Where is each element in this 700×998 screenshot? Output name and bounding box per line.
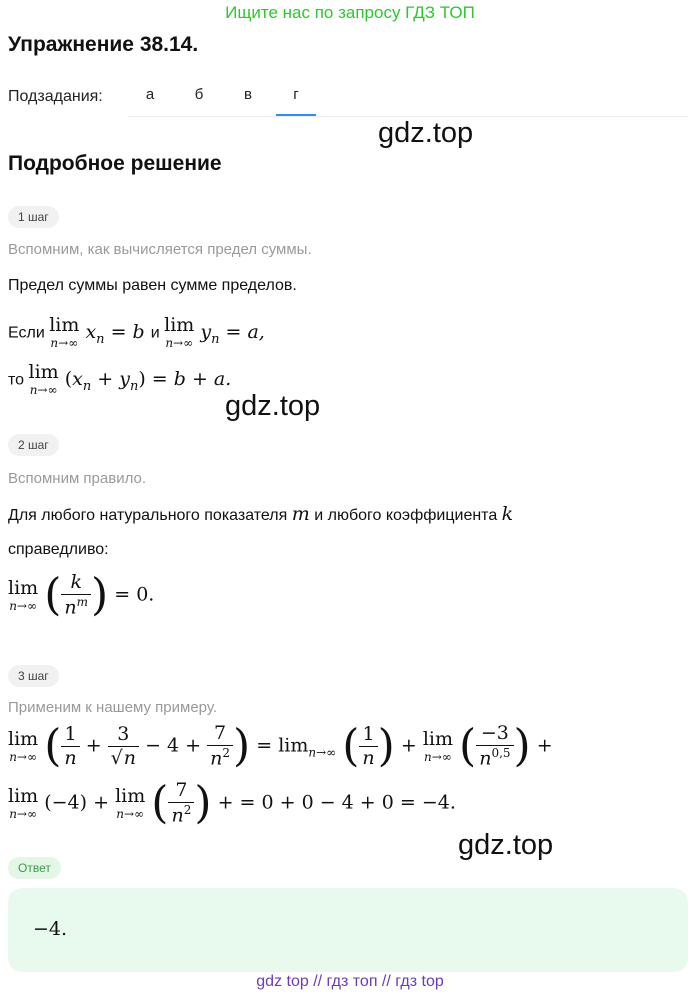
formula-line: lim n→∞ ( $\frac{1}{n}$ + $\frac{3}{√n}$ − 4 + $\frac{7}{n^2}$ ) = $\lim_{n\to\infty}$ ( $\frac{1}{n}$ ) + lim n→∞ ( $\frac{-3}{n^{0,5}}$ ) +: [8, 720, 553, 772]
fraction: $\frac{1}{n}$: [61, 724, 79, 770]
limit-operator: lim n→∞: [8, 576, 39, 613]
step-text: Предел суммы равен сумме пределов.: [8, 277, 297, 294]
limit-operator: lim n→∞: [164, 314, 195, 350]
fraction: $\frac{k}{n^m}$: [61, 572, 91, 619]
limit-operator: lim n→∞: [422, 727, 453, 764]
step-text: справедливо:: [8, 541, 109, 558]
formula-line: lim n→∞ (−4) + lim n→∞ ( $\frac{7}{n^2}$ ) + = 0 + 0 − 4 + 0 = −4.: [8, 777, 456, 829]
solution-heading: Подробное решение: [8, 152, 222, 175]
step-text: Для любого натурального показателя m и любого коэффициента k: [8, 503, 514, 525]
page-title: Упражнение 38.14.: [8, 33, 199, 56]
limit-operator: lim n→∞: [28, 361, 59, 397]
formula-line: lim n→∞ ( $\frac{k}{n^m}$ ) = 0.: [8, 569, 155, 621]
subtask-tabs: [128, 76, 688, 117]
answer-box: [8, 888, 688, 972]
step-badge: 2 шаг: [8, 434, 59, 456]
limit-operator: lim n→∞: [8, 727, 39, 764]
answer-value: −4.: [33, 918, 68, 940]
formula-line: то lim n→∞ $(x_n + y_n) = b + a$.: [8, 361, 232, 397]
tab-v[interactable]: в: [244, 86, 252, 103]
tab-b[interactable]: б: [194, 86, 204, 103]
formula-line: Если lim n→∞ $x_n = b$ и lim n→∞ $y_n = a$,: [8, 314, 265, 350]
if-word: Если: [8, 324, 45, 342]
step-badge: 3 шаг: [8, 665, 59, 687]
watermark: gdz.top: [225, 390, 321, 422]
step-hint: Применим к нашему примеру.: [8, 699, 218, 716]
search-banner[interactable]: Ищите нас по запросу ГДЗ ТОП: [225, 3, 475, 22]
limit-operator: lim n→∞: [115, 784, 146, 821]
fraction: $\frac{-3}{n^{0,5}}$: [476, 723, 513, 770]
then-word: то: [8, 371, 25, 389]
watermark: gdz.top: [378, 117, 474, 149]
fraction: $\frac{7}{n^2}$: [207, 723, 233, 770]
tab-g[interactable]: г: [276, 86, 316, 116]
subtasks-label: Подзадания:: [8, 88, 103, 105]
step-badge: 1 шаг: [8, 206, 59, 228]
and-word: и: [150, 324, 160, 342]
fraction: $\frac{3}{√n}$: [108, 724, 139, 770]
answer-badge: Ответ: [8, 857, 61, 879]
limit-operator: lim n→∞: [49, 314, 80, 350]
footer-links[interactable]: gdz top // гдз топ // гдз top: [256, 973, 444, 990]
fraction: $\frac{7}{n^2}$: [168, 780, 194, 827]
fraction: $\frac{1}{n}$: [359, 724, 377, 770]
watermark: gdz.top: [458, 829, 554, 861]
tab-a[interactable]: а: [145, 86, 155, 103]
step-hint: Вспомним, как вычисляется предел суммы.: [8, 241, 312, 258]
limit-operator: lim n→∞: [8, 784, 39, 821]
step-hint: Вспомним правило.: [8, 470, 147, 487]
